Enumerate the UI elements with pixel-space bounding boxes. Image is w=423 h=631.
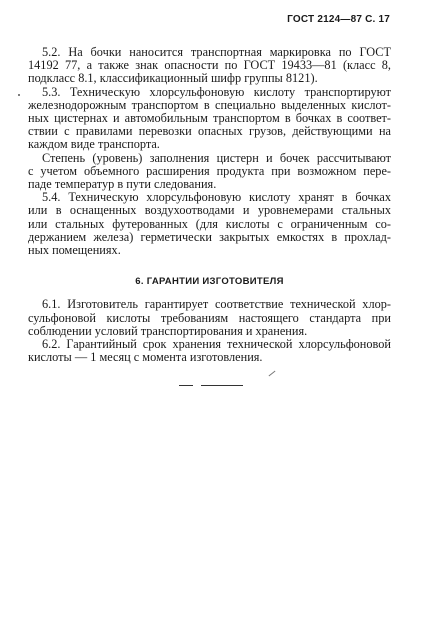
text-line: держанием железа) герметически закрытых емкостях в прохлад- bbox=[28, 229, 391, 244]
paragraph-6-1 bbox=[28, 298, 391, 338]
paragraph-6-2 bbox=[28, 338, 391, 364]
text-line: 5.4. Техническую хлорсульфоновую кислоту хранят в бочках bbox=[42, 190, 391, 205]
text-line: кислоты — 1 месяц с момента изготовления. bbox=[28, 350, 263, 365]
text-line: подкласс 8.1, классификационный шифр группы 8121). bbox=[28, 71, 318, 86]
text-line: ствии с правилами перевозки опасных грузов, действующими на bbox=[28, 124, 391, 139]
end-separator bbox=[179, 385, 243, 386]
text-line: железнодорожным транспортом в специально выделенных кислот- bbox=[28, 97, 391, 112]
paragraph-5-3 bbox=[28, 86, 391, 152]
paragraph-5-4 bbox=[28, 191, 391, 257]
text-line: 6.2. Гарантийный срок хранения технической хлорсульфоновой bbox=[42, 337, 391, 352]
text-line: ных помещениях. bbox=[28, 243, 121, 258]
scan-dot bbox=[18, 94, 20, 96]
paragraph-fill-level bbox=[28, 152, 391, 192]
text-line: 6.1. Изготовитель гарантирует соответствие технической хлор- bbox=[42, 297, 391, 312]
text-line: ных цистернах и автомобильным транспортом в бочках в соответ- bbox=[28, 111, 391, 126]
text-line: каждом виде транспорта. bbox=[28, 137, 160, 152]
text-line: сульфоновой кислоты требованиям настоящего стандарта при bbox=[28, 310, 391, 325]
text-line: 5.3. Техническую хлорсульфоновую кислоту транспортируют bbox=[42, 84, 391, 99]
section-title: 6. ГАРАНТИИ ИЗГОТОВИТЕЛЯ bbox=[135, 276, 284, 288]
paragraph-5-2 bbox=[28, 46, 391, 86]
scan-mark bbox=[269, 371, 276, 377]
text-line: или в оснащенных воздухоотводами и уровнемерами стальных bbox=[28, 203, 391, 218]
text-line: 5.2. На бочки наносится транспортная маркировка по ГОСТ bbox=[42, 45, 391, 59]
text-line: Степень (уровень) заполнения цистерн и бочек рассчитывают bbox=[42, 150, 391, 165]
text-line: соблюдении условий транспортирования и хранения. bbox=[28, 323, 308, 338]
text-line: с учетом объемного расширения продукта при возможном пере- bbox=[28, 163, 391, 178]
text-line: паде температур в пути следования. bbox=[28, 177, 217, 192]
text-line: 14192 77, а также знак опасности по ГОСТ 19433—81 (класс 8, bbox=[28, 58, 391, 73]
text-line: или стальных футерованных (для кислоты с ограниченным со- bbox=[28, 216, 391, 231]
page-header: ГОСТ 2124—87 С. 17 bbox=[287, 14, 390, 25]
document-body bbox=[28, 46, 391, 364]
